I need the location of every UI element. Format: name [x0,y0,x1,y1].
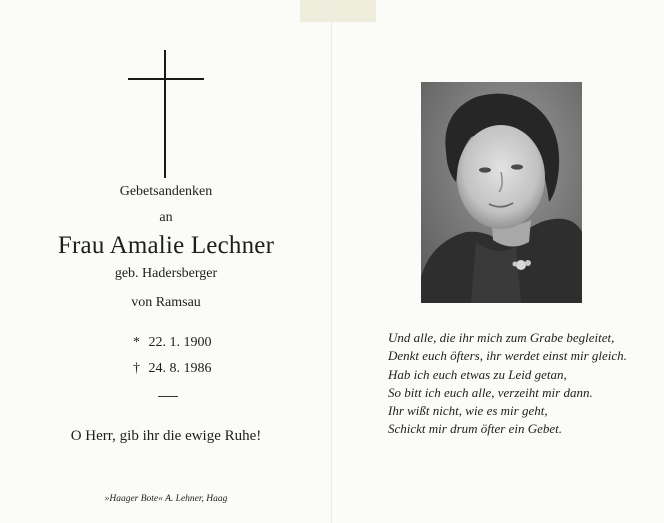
death-symbol: † [133,361,140,376]
tape-strip [300,0,376,22]
birth-row [133,330,212,356]
card-heading: Gebetsandenken [119,184,213,199]
poem-line: So bitt ich euch alle, verzeiht mir dann. [388,384,593,400]
cross-icon [128,50,204,178]
deceased-name: Frau Amalie Lechner [57,232,275,259]
poem-line: Und alle, die ihr mich zum Grabe begleitet, [388,330,615,345]
prayer-text: O Herr, gib ihr die ewige Ruhe! [70,428,262,444]
portrait-photo [421,82,582,303]
poem-line: Hab ich euch etwas zu Leid getan, [388,366,567,382]
birth-symbol: * [133,335,140,350]
poem-line: Schickt mir drum öfter ein Gebet. [388,421,563,437]
origin-place: von Ramsau [131,295,201,310]
birth-date: 22. 1. 1900 [148,335,212,350]
card-connector: an [159,210,173,225]
printer-credit: »Haager Bote« A. Lehner, Haag [104,494,228,504]
portrait-image [421,82,582,303]
death-date: 24. 8. 1986 [148,361,212,376]
life-dates [133,330,212,382]
poem-line: Ihr wißt nicht, wie es mir geht, [388,403,548,419]
poem-line: Denkt euch öfters, ihr werdet einst mir gleich. [388,348,627,364]
maiden-name: geb. Hadersberger [114,266,218,281]
death-row [133,356,212,382]
divider-line [158,396,178,397]
poem [388,329,627,439]
